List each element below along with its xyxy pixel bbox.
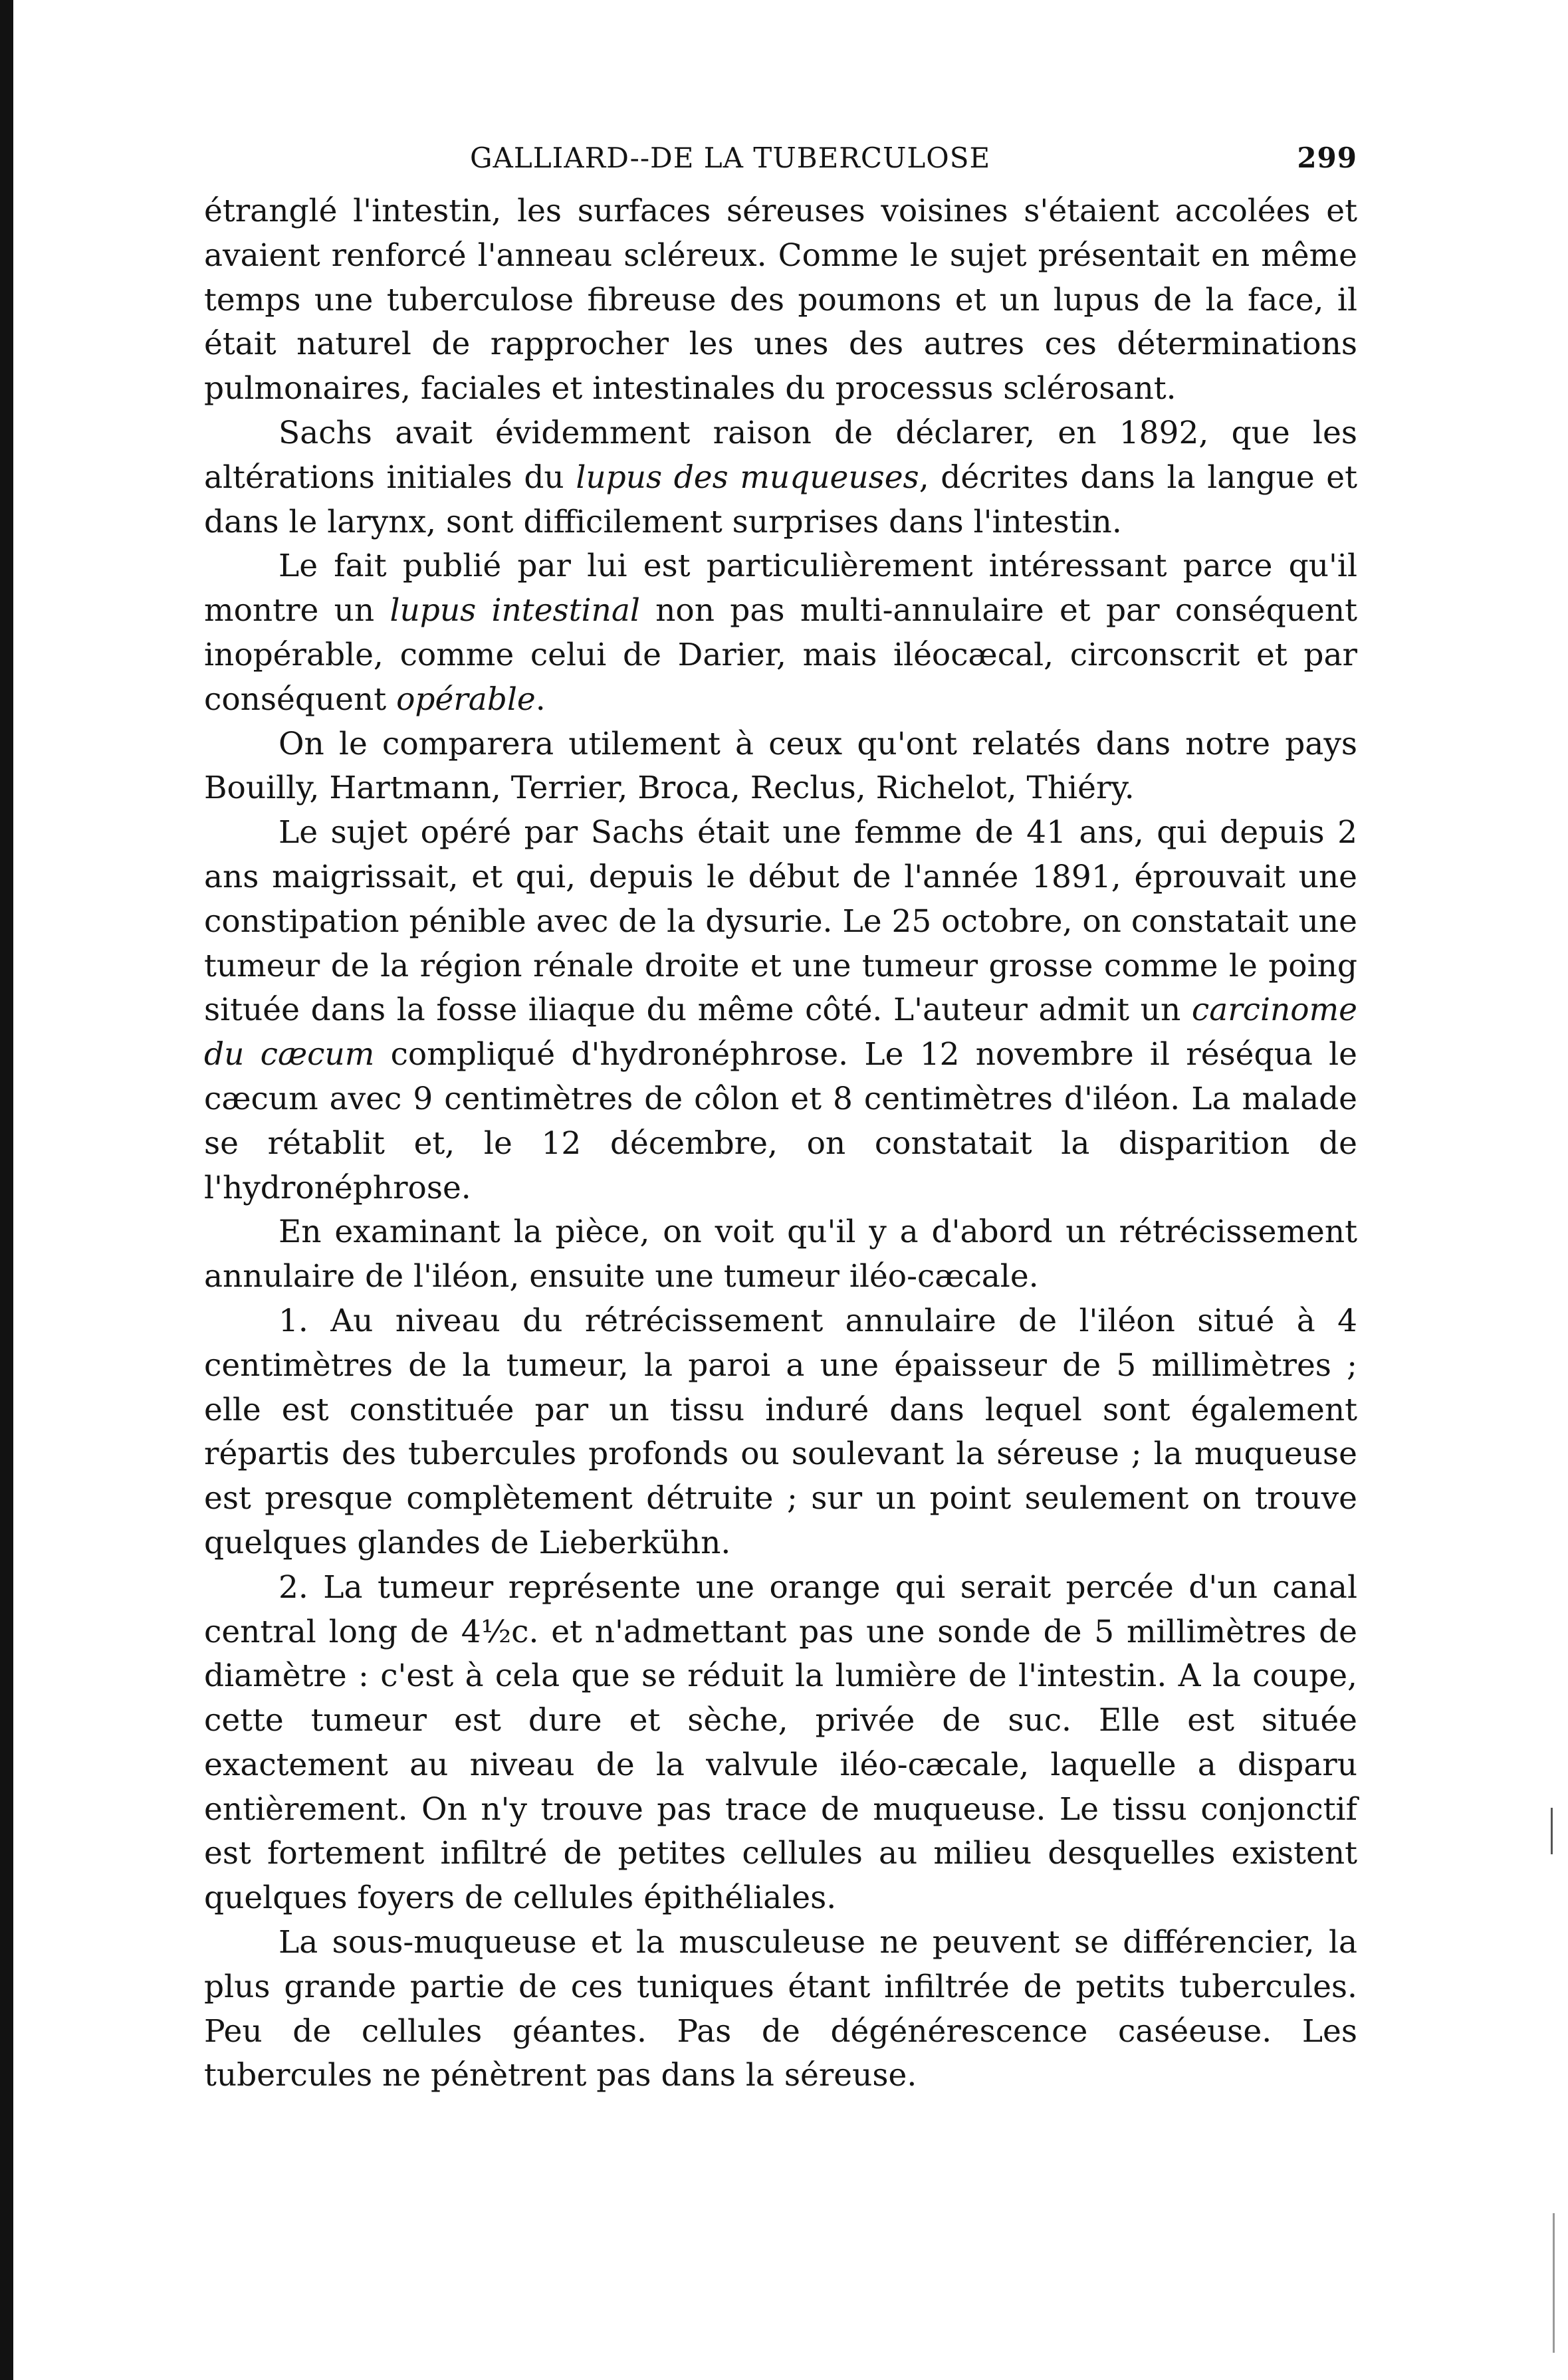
- running-head: [204, 130, 1357, 189]
- paragraph: On le comparera utilement à ceux qu'ont relatés dans notre pays Bouilly, Hartmann, Terrier, Broca, Reclus, Richelot, Thiéry.: [204, 725, 1357, 807]
- paragraph: 1. Au niveau du rétrécissement annulaire de l'iléon situé à 4 centimètres de la tumeur, la paroi a une épaisseur de 5 millimètres ; elle est constituée par un tissu induré dans lequel sont également répartis des tubercules profonds ou soulevant la séreuse ; la muqueuse est presque complètement détruite ; sur un point seulement on trouve quelques glandes de Lieberkühn.: [204, 1302, 1357, 1561]
- paragraph: [204, 544, 1357, 722]
- paragraph: [204, 811, 1357, 1210]
- page-number: 299: [1297, 142, 1357, 174]
- paragraph: En examinant la pièce, on voit qu'il y a d'abord un rétrécissement annulaire de l'iléon, ensuite une tumeur iléo-cæcale.: [204, 1214, 1357, 1295]
- page-binding-edge: [0, 0, 13, 2380]
- margin-speck: [1553, 2213, 1555, 2353]
- paragraph-text: compliqué d'hydronéphrose. Le 12 novembre il réséqua le cæcum avec 9 centimètres de côlon et 8 centimètres d'iléon. La malade se rétablit et, le 12 décembre, on constatait la disparition de l'hydronéphrose.: [204, 1036, 1357, 1206]
- running-title: GALLIARD--DE LA TUBERCULOSE: [470, 142, 991, 174]
- paragraph-text: Sachs avait évidemment raison de déclarer, en 1892, que les altérations initiales du: [204, 414, 1357, 496]
- paragraph-text: non pas multi-annulaire et par conséquent inopérable, comme celui de Darier, mais iléocæcal, circonscrit et par conséquent: [204, 592, 1357, 718]
- paragraph-text: Le sujet opéré par Sachs était une femme de 41 ans, qui depuis 2 ans maigrissait, et qui, depuis le début de l'année 1891, éprouvait une constipation pénible avec de la dysurie. Le 25 octobre, on constatait une tumeur de la région rénale droite et une tumeur grosse comme le poing située dans la fosse iliaque du même côté. L'auteur admit un: [204, 814, 1357, 1029]
- italic-term: opérable: [396, 681, 536, 718]
- paragraph: étranglé l'intestin, les surfaces séreuses voisines s'étaient accolées et avaient renforcé l'anneau scléreux. Comme le sujet présentait en même temps une tuberculose fibreuse des poumons et un lupus de la face, il était naturel de rapprocher les unes des autres ces déterminations pulmonaires, faciales et intestinales du processus sclérosant.: [204, 193, 1357, 407]
- margin-speck: [1551, 1808, 1553, 1854]
- paragraph: [204, 411, 1357, 544]
- paragraph-text: .: [535, 681, 546, 718]
- italic-term: lupus intestinal: [390, 592, 640, 629]
- page-body: [204, 189, 1357, 2098]
- book-page: [204, 130, 1357, 2098]
- italic-term: carcinome du cæcum: [204, 992, 1357, 1073]
- paragraph: 2. La tumeur représente une orange qui serait percée d'un canal central long de 4½c. et n'admettant pas une sonde de 5 millimètres de diamètre : c'est à cela que se réduit la lumière de l'intestin. A la coupe, cette tumeur est dure et sèche, privée de suc. Elle est située exactement au niveau de la valvule iléo-cæcale, laquelle a disparu entièrement. On n'y trouve pas trace de muqueuse. Le tissu conjonctif est fortement infiltré de petites cellules au milieu desquelles existent quelques foyers de cellules épithéliales.: [204, 1569, 1357, 1917]
- italic-term: lupus des muqueuses: [576, 459, 919, 496]
- paragraph-text: , décrites dans la langue et dans le larynx, sont difficilement surprises dans l'intestin.: [204, 459, 1358, 540]
- paragraph-text: Le fait publié par lui est particulièrement intéressant parce qu'il montre un: [204, 548, 1357, 629]
- paragraph: La sous-muqueuse et la musculeuse ne peuvent se différencier, la plus grande partie de ces tuniques étant infiltrée de petits tubercules. Peu de cellules géantes. Pas de dégénérescence caséeuse. Les tubercules ne pénètrent pas dans la séreuse.: [204, 1924, 1357, 2094]
